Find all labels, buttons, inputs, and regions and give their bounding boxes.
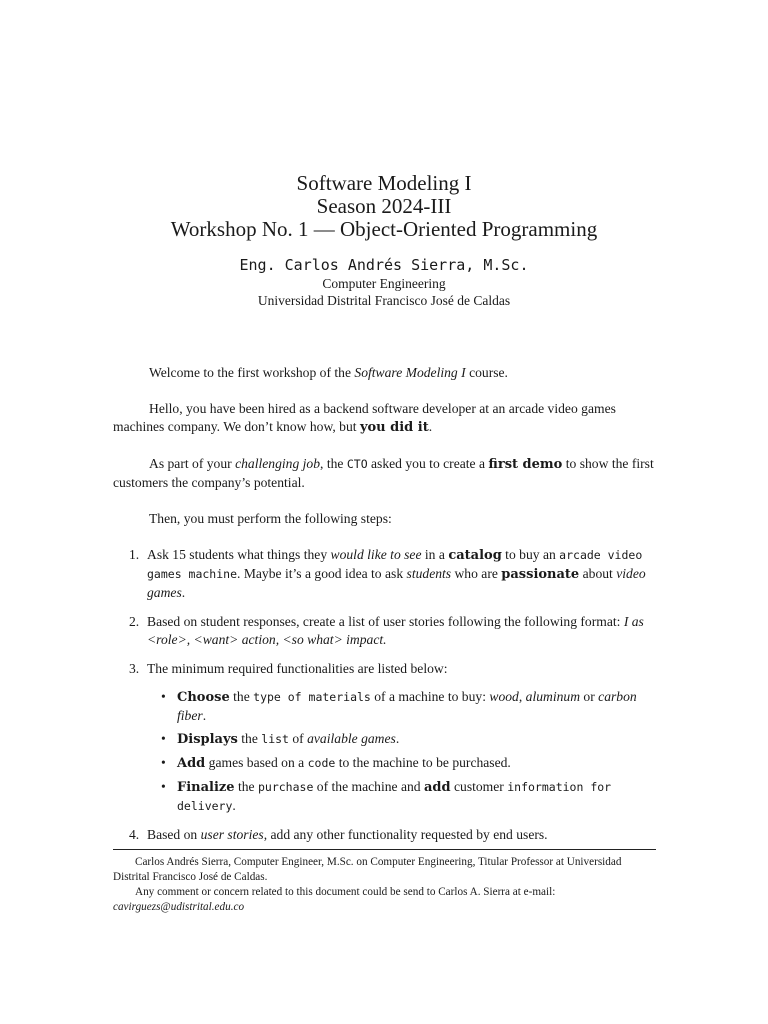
italic-emphasis: user stories: [200, 827, 264, 842]
bold-emphasis: first demo: [488, 457, 563, 472]
text-run: to show the first customers the company’s potential.: [113, 456, 654, 490]
bullet-icon: •: [161, 689, 166, 704]
text-run: to the machine to be purchased.: [335, 755, 511, 770]
list-item-step-3: [113, 660, 658, 815]
author-university: Universidad Distrital Francisco José de Caldas: [257, 293, 511, 308]
list-number: 3.: [129, 661, 140, 676]
text-run: who are: [451, 566, 502, 581]
bold-emphasis: Add: [177, 756, 206, 771]
text-run: games based on a: [205, 755, 308, 770]
text-run: customer: [450, 779, 508, 794]
text-run: , add any other functionality requested by end users.: [263, 827, 548, 842]
text-run: of: [288, 731, 308, 746]
list-item-step-4: [113, 826, 658, 844]
italic-emphasis: challenging job: [235, 456, 321, 471]
text-run: about: [579, 566, 617, 581]
code-term: information for delivery: [177, 780, 612, 813]
functionalities-list: [147, 688, 658, 815]
text-run: Based on student responses, create a list of user stories following the following format:: [147, 614, 624, 629]
bold-emphasis: passionate: [501, 567, 580, 582]
text-run: asked you to create a: [367, 456, 489, 471]
footnote-author: Carlos Andrés Sierra, Computer Engineer, M.Sc. on Computer Engineering, Titular Professor at Universidad Distrital Francisco José de Caldas.: [113, 856, 622, 883]
code-term: CTO: [346, 457, 368, 471]
bold-emphasis: Displays: [177, 732, 238, 747]
italic-emphasis: wood: [489, 689, 519, 704]
bold-emphasis: Finalize: [177, 780, 235, 795]
text-run: course.: [465, 365, 508, 380]
text-run: .: [395, 731, 400, 746]
italic-emphasis: carbon fiber: [177, 689, 637, 723]
list-number: 2.: [129, 614, 140, 629]
text-run: ,: [518, 689, 526, 704]
code-term: arcade video games machine: [147, 548, 643, 581]
text-run: The minimum required functionalities are listed below:: [147, 661, 448, 676]
text-run: Based on: [147, 827, 201, 842]
paragraph-hired: [113, 400, 658, 437]
author-name: Eng. Carlos Andrés Sierra, M.Sc.: [239, 256, 529, 274]
list-number: 4.: [129, 827, 140, 842]
season-title: Season 2024-III: [316, 194, 452, 218]
text-run: to buy an: [501, 547, 560, 562]
list-item-choose: [147, 688, 658, 725]
italic-emphasis: would like to see: [330, 547, 422, 562]
text-run: Hello, you have been hired as a backend software developer at an arcade video games machines company. We don’t know how, but: [113, 401, 616, 434]
footnote-contact: [113, 885, 656, 915]
text-run: .: [202, 708, 207, 723]
bullet-icon: •: [161, 731, 166, 746]
bold-emphasis: add: [423, 780, 451, 795]
italic-emphasis: students: [406, 566, 452, 581]
text-run: Any comment or concern related to this document could be send to Carlos A. Sierra at e-mail:: [135, 886, 556, 898]
list-item-step-2: [113, 613, 658, 649]
text-run: Ask 15 students what things they: [147, 547, 331, 562]
author-department: Computer Engineering: [322, 276, 446, 291]
text-run: As part of your: [149, 456, 236, 471]
text-run: the: [237, 731, 262, 746]
list-number: 1.: [129, 547, 140, 562]
footnote-divider: [113, 849, 656, 850]
text-run: .: [232, 798, 236, 813]
code-term: code: [307, 756, 336, 770]
code-term: list: [261, 732, 289, 746]
course-name-emphasis: Software Modeling I: [354, 365, 466, 380]
bullet-icon: •: [161, 755, 166, 770]
email-address: cavirguezs@udistrital.edu.co: [113, 901, 245, 913]
title-block: [0, 172, 768, 309]
user-story-format: I as <role>, <want> action, <so what> impact.: [147, 614, 644, 647]
text-run: the: [234, 779, 258, 794]
code-term: purchase: [257, 780, 314, 794]
steps-list: [113, 546, 658, 844]
paragraph-welcome: [113, 364, 658, 382]
list-item-step-1: [113, 546, 658, 602]
italic-emphasis: video games: [147, 566, 646, 600]
list-item-add: [147, 754, 658, 773]
list-item-displays: [147, 730, 658, 749]
text-run: of a machine to buy:: [370, 689, 490, 704]
footnotes: [113, 855, 656, 915]
text-run: . Maybe it’s a good idea to ask: [237, 566, 407, 581]
text-run: the: [229, 689, 254, 704]
text-run: Welcome to the first workshop of the: [149, 365, 355, 380]
italic-emphasis: available games: [307, 731, 396, 746]
bold-emphasis: Choose: [177, 690, 230, 705]
workshop-title: Workshop No. 1 — Object-Oriented Programming: [170, 217, 598, 241]
bold-emphasis: catalog: [448, 548, 502, 563]
document-body: [113, 364, 658, 855]
course-title: Software Modeling I: [296, 171, 472, 195]
text-run: or: [580, 689, 599, 704]
bold-emphasis: you did it: [359, 420, 429, 435]
text-run: , the: [320, 456, 347, 471]
text-run: of the machine and: [313, 779, 424, 794]
text-run: .: [428, 419, 433, 434]
list-item-finalize: [147, 778, 658, 815]
code-term: type of materials: [253, 690, 371, 704]
text-run: .: [181, 585, 186, 600]
bullet-icon: •: [161, 779, 166, 794]
italic-emphasis: aluminum: [525, 689, 581, 704]
paragraph-task: [113, 455, 658, 492]
paragraph-steps-intro: Then, you must perform the following steps:: [149, 511, 392, 526]
text-run: in a: [421, 547, 449, 562]
